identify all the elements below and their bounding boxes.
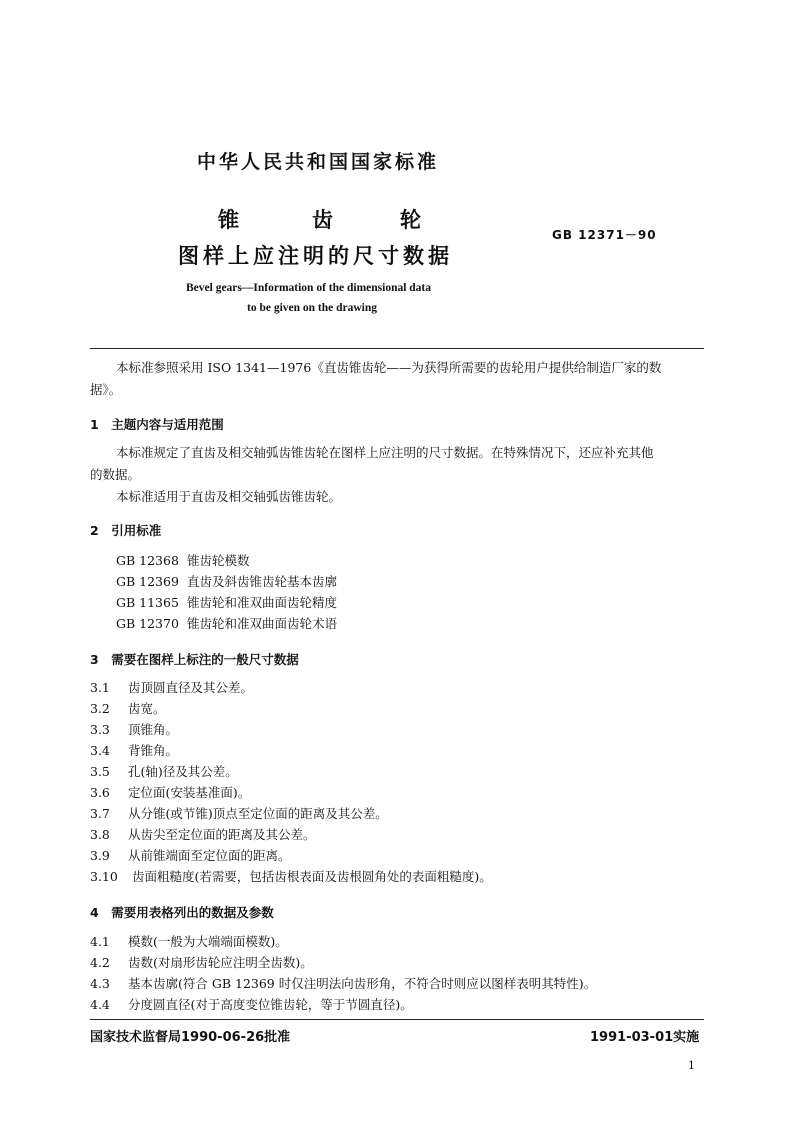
section-1-para1-line1: 本标准规定了直齿及相交轴弧齿锥齿轮在图样上应注明的尺寸数据。在特殊情况下，还应补充其他 xyxy=(116,445,654,460)
item-text: 齿顶圆直径及其公差。 xyxy=(128,680,254,695)
item-number: 3.10 xyxy=(90,869,118,884)
title-char-3: 轮 xyxy=(400,208,425,232)
item-text: 模数(一般为大端端面模数)。 xyxy=(128,934,288,949)
list-item xyxy=(90,867,492,887)
english-title-line1: Bevel gears—Information of the dimensional data xyxy=(186,282,432,294)
section-3-heading: 3 需要在图样上标注的一般尺寸数据 xyxy=(90,652,299,667)
item-number: 3.8 xyxy=(90,827,110,842)
item-text: 背锥角。 xyxy=(128,743,179,758)
item-text: 定位面(安装基准面)。 xyxy=(128,785,251,800)
reference-code: GB 11365 xyxy=(116,595,179,610)
list-item xyxy=(90,995,413,1015)
top-rule xyxy=(90,348,704,349)
item-number: 4.2 xyxy=(90,955,110,970)
page-number: 1 xyxy=(688,1059,695,1072)
reference-code: GB 12370 xyxy=(116,616,179,631)
list-item xyxy=(90,741,178,761)
standard-code: GB 12371－90 xyxy=(552,228,657,242)
section-4-heading: 4 需要用表格列出的数据及参数 xyxy=(90,905,274,920)
section-1-heading: 1 主题内容与适用范围 xyxy=(90,417,224,432)
item-number: 3.5 xyxy=(90,764,110,779)
list-item xyxy=(90,846,291,866)
item-number: 3.9 xyxy=(90,848,110,863)
item-number: 3.2 xyxy=(90,701,110,716)
item-text: 齿数(对扇形齿轮应注明全齿数)。 xyxy=(128,955,313,970)
item-text: 基本齿廓(符合 GB 12369 时仅注明法向齿形角，不符合时则应以图样表明其特性)。 xyxy=(128,976,597,991)
intro-line1: 本标准参照采用 ISO 1341—1976《直齿锥齿轮——为获得所需要的齿轮用户提供给制造厂家的数 xyxy=(116,360,662,375)
item-number: 3.3 xyxy=(90,722,110,737)
list-item xyxy=(90,804,388,824)
list-item xyxy=(90,783,250,803)
reference-code: GB 12368 xyxy=(116,553,179,568)
reference-item xyxy=(116,551,250,571)
bottom-rule xyxy=(90,1019,704,1020)
reference-item xyxy=(116,593,337,613)
reference-item xyxy=(116,572,337,592)
reference-title: 锥齿轮和准双曲面齿轮术语 xyxy=(187,616,338,631)
item-text: 从分锥(或节锥)顶点至定位面的距离及其公差。 xyxy=(128,806,388,821)
list-item xyxy=(90,720,178,740)
item-text: 顶锥角。 xyxy=(128,722,179,737)
item-number: 4.4 xyxy=(90,997,110,1012)
implementation-date: 1991-03-01实施 xyxy=(590,1030,700,1045)
reference-title: 锥齿轮模数 xyxy=(187,553,250,568)
intro-line2: 据》。 xyxy=(90,382,122,397)
item-text: 从前锥端面至定位面的距离。 xyxy=(128,848,291,863)
reference-item xyxy=(116,614,337,634)
title-char-2: 齿 xyxy=(312,208,337,232)
list-item xyxy=(90,699,166,719)
item-number: 4.3 xyxy=(90,976,110,991)
item-number: 3.7 xyxy=(90,806,110,821)
item-text: 孔(轴)径及其公差。 xyxy=(128,764,238,779)
item-text: 齿宽。 xyxy=(128,701,166,716)
section-2-heading: 2 引用标准 xyxy=(90,523,162,538)
reference-title: 锥齿轮和准双曲面齿轮精度 xyxy=(187,595,338,610)
list-item xyxy=(90,974,596,994)
section-1-para1-line2: 的数据。 xyxy=(90,467,141,482)
item-text: 从齿尖至定位面的距离及其公差。 xyxy=(128,827,316,842)
list-item xyxy=(90,678,253,698)
item-number: 3.6 xyxy=(90,785,110,800)
item-number: 3.1 xyxy=(90,680,110,695)
list-item xyxy=(90,953,313,973)
list-item xyxy=(90,825,316,845)
main-title-line2: 图样上应注明的尺寸数据 xyxy=(178,244,453,268)
list-item xyxy=(90,932,288,952)
approval-info: 国家技术监督局1990-06-26批准 xyxy=(90,1030,291,1045)
section-1-para2: 本标准适用于直齿及相交轴弧齿锥齿轮。 xyxy=(116,489,342,504)
list-item xyxy=(90,762,238,782)
reference-title: 直齿及斜齿锥齿轮基本齿廓 xyxy=(187,574,338,589)
item-number: 3.4 xyxy=(90,743,110,758)
item-text: 分度圆直径(对于高度变位锥齿轮，等于节圆直径)。 xyxy=(128,997,413,1012)
standard-type: 中华人民共和国国家标准 xyxy=(197,151,440,173)
item-number: 4.1 xyxy=(90,934,110,949)
reference-code: GB 12369 xyxy=(116,574,179,589)
item-text: 齿面粗糙度(若需要，包括齿根表面及齿根圆角处的表面粗糙度)。 xyxy=(132,869,492,884)
english-title-line2: to be given on the drawing xyxy=(247,302,378,314)
title-char-1: 锥 xyxy=(218,208,243,232)
